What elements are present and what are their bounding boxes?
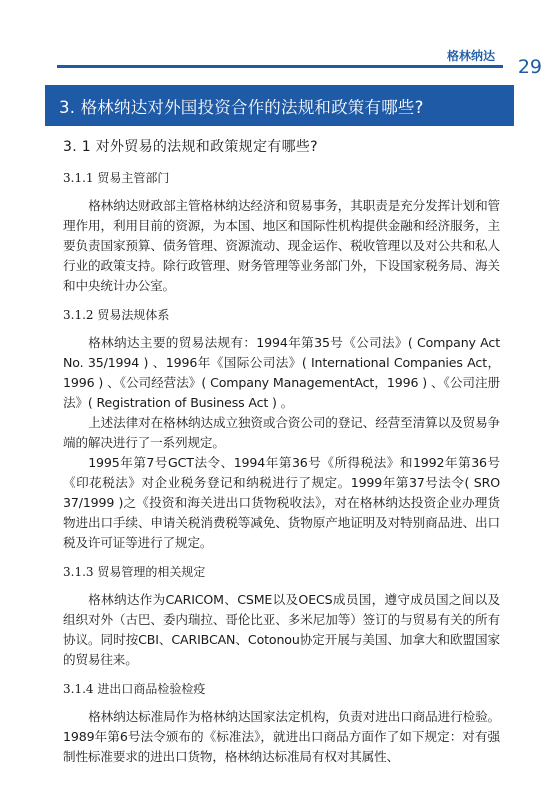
subsection-heading: 3.1.2 贸易法规体系: [63, 308, 170, 322]
paragraph: 格林纳达主要的贸易法规有：1994年第35号《公司法》( Company Act No. 35/1994 ) 、1996年《国际公司法》( International Companies Act，1996 ) 、《公司经营法》( Company ManagementAct，1996 ) 、《公司注册法》( Registration of Business Act ) 。: [63, 335, 500, 410]
page-content: [63, 136, 500, 777]
running-header-label: 格林纳达: [446, 49, 495, 63]
chapter-title-bar: [45, 85, 514, 126]
subsection-heading: 3.1.4 进出口商品检验检疫: [63, 682, 206, 696]
paragraph: 1995年第7号GCT法令、1994年第36号《所得税法》和1992年第36号《印花税法》对企业税务登记和纳税进行了规定。1999年第37号法令( SRO 37/1999 )之《投资和海关进出口货物税收法》，对在格林纳达投资企业办理货物进出口手续、申请关税消费税等减免、货物原产地证明及对特别商品进、出口税及许可证等进行了规定。: [63, 455, 500, 550]
section-heading: 3. 1 对外贸易的法规和政策规定有哪些?: [63, 139, 318, 155]
header-rule: [57, 65, 503, 68]
subsection-trade-law-system: [63, 306, 500, 553]
paragraph: 格林纳达作为CARICOM、CSME以及OECS成员国，遵守成员国之间以及组织对外（古巴、委内瑞拉、哥伦比亚、多米尼加等）签订的与贸易有关的所有协议。同时按CBI、CARIBCAN、Cotonou协定开展与美国、加拿大和欧盟国家的贸易往来。: [63, 592, 500, 667]
chapter-title: 3. 格林纳达对外国投资合作的法规和政策有哪些?: [59, 97, 424, 117]
page-number: 29: [517, 56, 542, 78]
paragraph: 上述法律对在格林纳达成立独资或合资公司的登记、经营至清算以及贸易争端的解决进行了一系列规定。: [63, 415, 500, 450]
subsection-import-export-inspection: [63, 680, 500, 767]
subsection-heading: 3.1.3 贸易管理的相关规定: [63, 565, 206, 579]
subsection-trade-management-rules: [63, 563, 500, 670]
paragraph: 格林纳达标准局作为格林纳达国家法定机构，负责对进出口商品进行检验。1989年第6号法令颁布的《标准法》，就进出口商品方面作了如下规定：对有强制性标准要求的进出口货物，格林纳达标准局有权对其属性、: [63, 709, 500, 764]
paragraph: 格林纳达财政部主管格林纳达经济和贸易事务，其职责是充分发挥计划和管理作用，利用目前的资源，为本国、地区和国际性机构提供金融和经济服务，主要负责国家预算、债务管理、资源流动、现金运作、税收管理以及对公共和私人行业的政策支持。除行政管理、财务管理等业务部门外，下设国家税务局、海关和中央统计办公室。: [63, 198, 500, 293]
subsection-heading: 3.1.1 贸易主管部门: [63, 171, 170, 185]
subsection-trade-authority: [63, 169, 500, 296]
